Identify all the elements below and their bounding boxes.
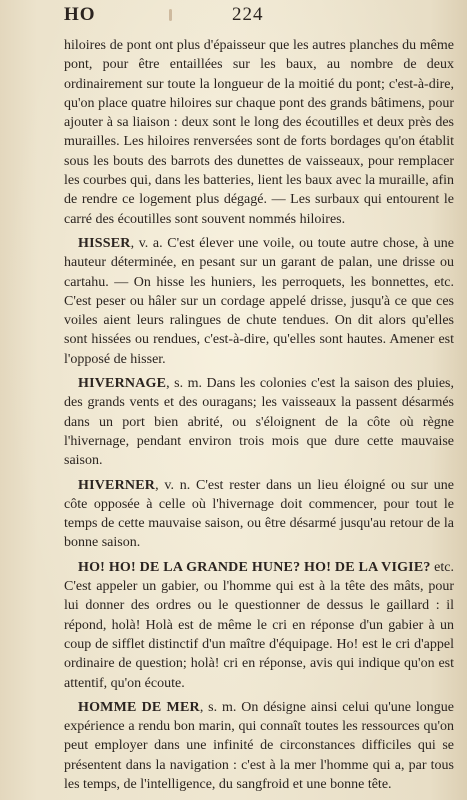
paper-blemish [169, 9, 172, 21]
page-number: 224 [232, 4, 264, 25]
entry-ho-ho [64, 558, 454, 693]
entry-text: , v. a. C'est élever une voile, ou toute autre chose, à une hauteur déterminée, en pesant sur un garant de palan, une drisse ou cartahu. — On hisse les huniers, les perroquets, les bonnettes, etc. C'est peser ou hâler sur un cordage appelé drisse, jusqu'à ce que ces voiles aient leurs ralingues de chute tendues. On dit alors qu'elles sont hissées ou rendues, c'est-à-dire, qu'elles sont hautes. Amener est l'opposé de hisser. [64, 235, 454, 367]
entry-hisser [64, 234, 454, 369]
entry-headword: HOMME DE MER [78, 699, 200, 715]
entry-text: , s. m. Dans les colonies c'est la saison des pluies, des grands vents et des ouragans; les vaisseaux la passent désarmés dans un port bien abrité, ou s'éloignent de la côte où règne l'hivernage, pendant environ trois mois que dure cette mauvaise saison. [64, 376, 454, 469]
entry-headword: HO! HO! DE LA GRANDE HUNE? HO! DE LA VIGIE? [78, 559, 431, 575]
page-header [64, 4, 454, 32]
entry-text: , v. n. C'est rester dans un lieu éloigné ou sur une côte opposée à celle où l'hivernage doit commencer, pour tout le temps de cette mauvaise saison, ou être désarmé jusqu'au retour de la bonne saison. [64, 477, 454, 551]
entry-text: hiloires de pont ont plus d'épaisseur que les autres planches du même pont, pour être entaillées sur les baux, au nombre de deux ordinairement sur toute la longueur de la moitié du pont; c'est-à-dire, qu'on place quatre hiloires sur chaque pont des grands bâtimens, pour ajouter à sa liaison : deux sont le long des écoutilles et deux près des murailles. Les hiloires renversées sont de forts bordages qu'on établit sous les bouts des barrots des dunettes de vaisseaux, pour remplacer les courbes qui, dans les batteries, lient les baux avec la muraille, afin de rendre ce logement plus dégagé. — Les surbaux qui entourent le carré des écoutilles sont souvent nommés hiloires. [64, 38, 454, 227]
entry-headword: HISSER [78, 235, 131, 251]
entry-hiverner [64, 476, 454, 553]
entry-hiloires-continued [64, 36, 454, 229]
entry-text: etc. C'est appeler un gabier, ou l'homme qui est à la tête des mâts, pour lui donner des ordres ou le questionner de dessus le gaillard : il répond, holà! Holà est de même le cri en réponse d'un gabier à un coup de sifflet distinctif d'un maître d'équipage. Ho! est le cri d'appel ordinaire de question; holà! cri en réponse, avis qui indique qu'on est attentif, qu'on écoute. [64, 559, 454, 691]
entry-homme-de-mer [64, 698, 454, 794]
running-head: HO [64, 4, 96, 25]
entry-headword: HIVERNER [78, 477, 156, 493]
dictionary-text [64, 36, 454, 794]
entry-text: , s. m. On désigne ainsi celui qu'une longue expérience a rendu bon marin, qui connaît toutes les ressources qu'on peut employer dans une infinité de circonstances difficiles qui se présentent dans la navigation : c'est à la mer l'homme qui a, par tous les temps, de l'intelligence, du sangfroid et une bonne tête. [64, 699, 455, 792]
entry-hivernage [64, 374, 454, 470]
entry-headword: HIVERNAGE [78, 376, 167, 392]
